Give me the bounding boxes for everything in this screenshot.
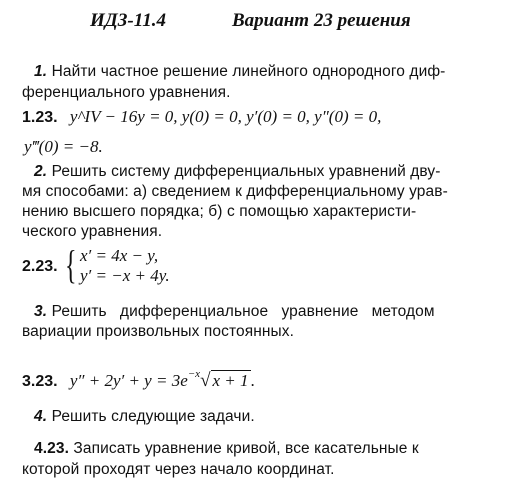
task1-line1: [34, 63, 486, 81]
task2-number: 2.: [34, 163, 48, 180]
task4-line1: [34, 408, 255, 426]
task1-number: 1.: [34, 63, 48, 80]
task3-eq-end: .: [250, 371, 255, 390]
task2-text-line1: Решить систему дифференциальных уравнений дву-: [51, 163, 441, 180]
task1-eq1: y^IV − 16y = 0, y(0) = 0, y′(0) = 0, y″(0) = 0,: [69, 107, 382, 126]
document-code: ИДЗ-11.4: [90, 10, 166, 31]
task1-text-line2: ференциального уравнения.: [22, 84, 231, 101]
task4-problem: [34, 440, 419, 458]
variant-title: Вариант 23 решения: [232, 10, 411, 31]
task3-eq-exponent: −x: [187, 368, 201, 381]
task3-equation: [22, 370, 255, 392]
task1-text-line1: Найти частное решение линейного однородного диф-: [51, 63, 446, 80]
task2-text-line2: мя способами: а) сведением к дифференциальному урав-: [22, 183, 448, 200]
task1-problem-number: 1.23.: [22, 109, 58, 126]
task3-line1: [34, 303, 435, 321]
task2-problem-number: 2.23.: [22, 258, 58, 275]
task4-text-line2: Записать уравнение кривой, все касательные к: [73, 440, 419, 457]
task3-text-line1: Решить дифференциальное уравнение методом: [51, 303, 435, 320]
task4-text-line1: Решить следующие задачи.: [51, 408, 255, 425]
task1-equation-line2: y‴(0) = −8.: [24, 137, 103, 156]
task2-text-line4: ческого уравнения.: [22, 223, 163, 240]
task4-problem-number: 4.23.: [34, 440, 69, 457]
task3-text-line2: вариации произвольных постоянных.: [22, 323, 295, 340]
task3-number: 3.: [34, 303, 48, 320]
task3-problem-number: 3.23.: [22, 373, 58, 390]
task4-number: 4.: [34, 408, 48, 425]
system-brace: {: [65, 242, 77, 287]
sqrt-icon: √: [200, 370, 211, 391]
task2-line1: [34, 163, 441, 181]
task4-text-line3: которой проходят через начало координат.: [22, 461, 335, 478]
task3-eq-root: x + 1: [212, 371, 249, 390]
task2-text-line3: нению высшего порядка; б) с помощью характеристи-: [22, 203, 417, 220]
task2-eq1: x′ = 4x − y,: [80, 246, 159, 265]
task3-eq-left: y″ + 2y′ + y = 3e: [69, 371, 188, 390]
task2-eq2: y′ = −x + 4y.: [80, 266, 170, 285]
task1-equation-line1: [22, 107, 381, 127]
